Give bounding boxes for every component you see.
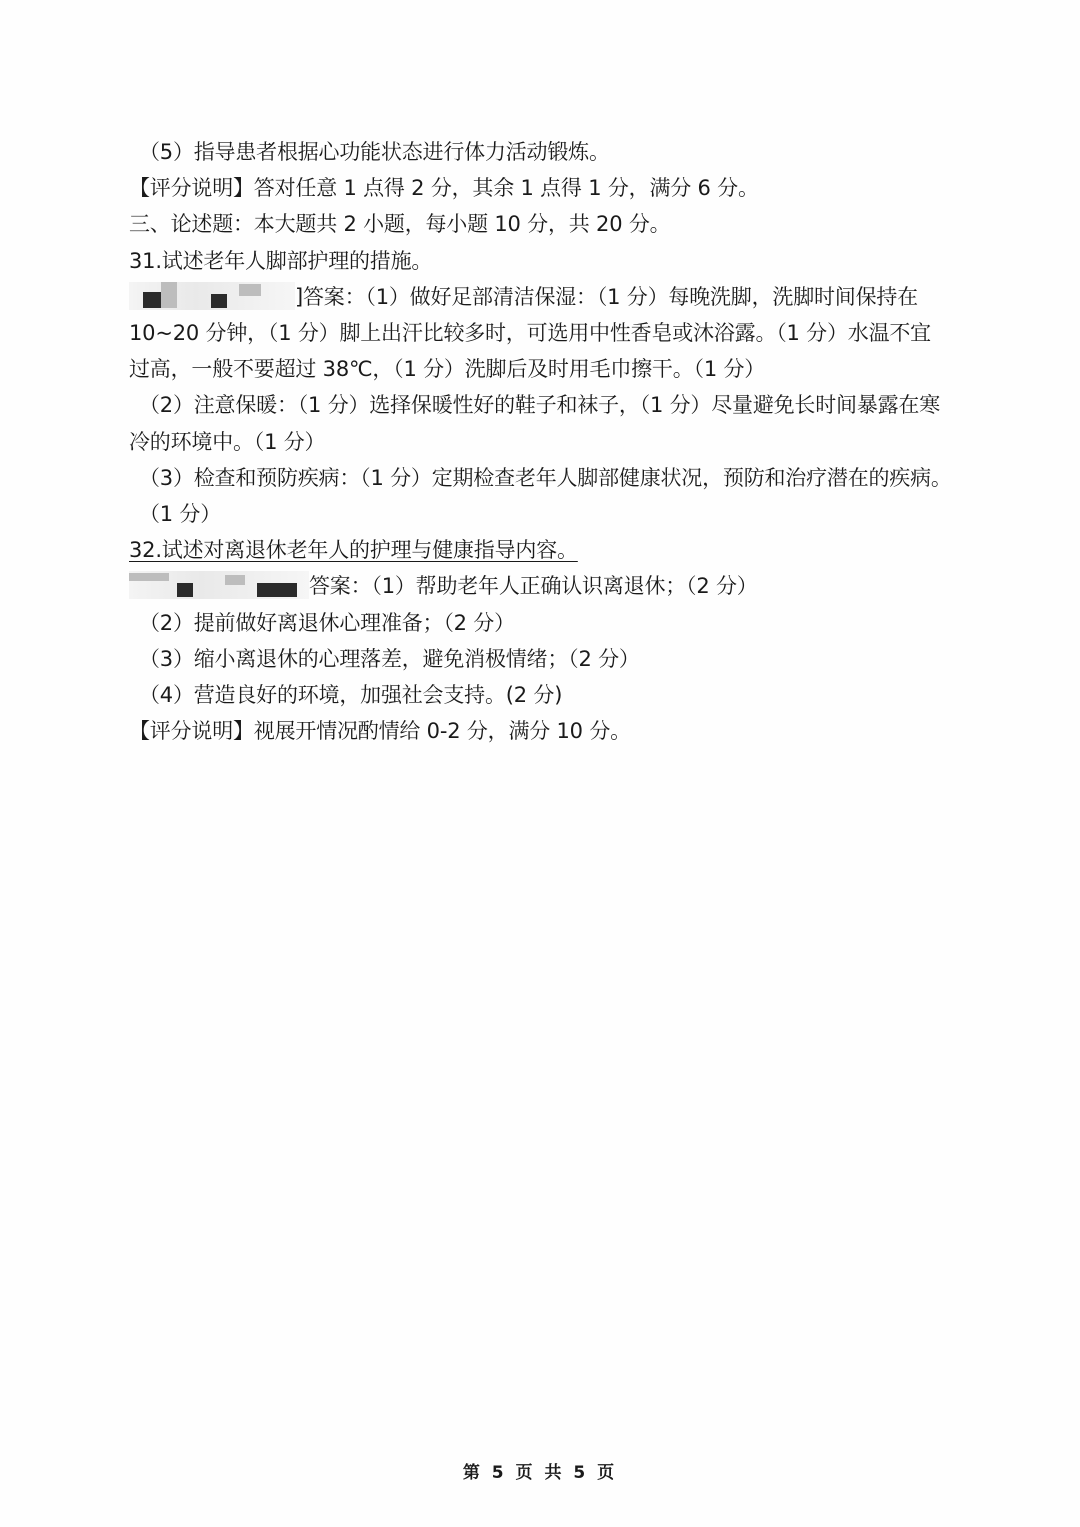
text-line: （3）缩小离退休的心理落差，避免消极情绪；（2 分）: [139, 646, 640, 671]
scoring-note: 【评分说明】答对任意 1 点得 2 分，其余 1 点得 1 分，满分 6 分。: [129, 176, 759, 201]
text-line: （2）提前做好离退休心理准备；（2 分）: [139, 610, 515, 635]
text-line: （1 分）: [139, 502, 222, 527]
text-line: 过高，一般不要超过 38℃，（1 分）洗脚后及时用毛巾擦干。（1 分）: [129, 357, 766, 382]
question-32-answer-start: [129, 568, 964, 604]
text-line: （4）营造良好的环境，加强社会支持。(2 分): [139, 683, 563, 708]
text-line: 10~20 分钟，（1 分）脚上出汗比较多时，可选用中性香皂或沐浴露。（1 分）水温不宜: [129, 321, 931, 346]
redacted-mosaic: [129, 282, 295, 310]
question-32-title: 32.试述对离退休老年人的护理与健康指导内容。: [129, 538, 578, 563]
text-line: （5）指导患者根据心功能状态进行体力活动锻炼。: [139, 140, 610, 164]
redacted-mosaic: [129, 571, 309, 599]
question-31-title: 31.试述老年人脚部护理的措施。: [129, 248, 433, 273]
section-heading: 三、论述题：本大题共 2 小题，每小题 10 分，共 20 分。: [129, 212, 671, 237]
text-line: （2）注意保暖：（1 分）选择保暖性好的鞋子和袜子，（1 分）尽量避免长时间暴露在寒: [139, 393, 941, 418]
answer-text: ]答案：（1）做好足部清洁保湿：（1 分）每晚洗脚，洗脚时间保持在: [295, 284, 918, 309]
question-31-answer-start: [129, 279, 964, 315]
answer-text: 答案：（1）帮助老年人正确认识离退休；（2 分）: [309, 574, 758, 599]
text-line: 冷的环境中。（1 分）: [129, 429, 326, 454]
text-line: （3）检查和预防疾病：（1 分）定期检查老年人脚部健康状况，预防和治疗潜在的疾病。: [139, 465, 952, 490]
page-number-footer: 第 5 页 共 5 页: [462, 1463, 618, 1483]
scoring-note: 【评分说明】视展开情况酌情给 0-2 分，满分 10 分。: [129, 719, 631, 744]
document-body: [129, 134, 964, 749]
